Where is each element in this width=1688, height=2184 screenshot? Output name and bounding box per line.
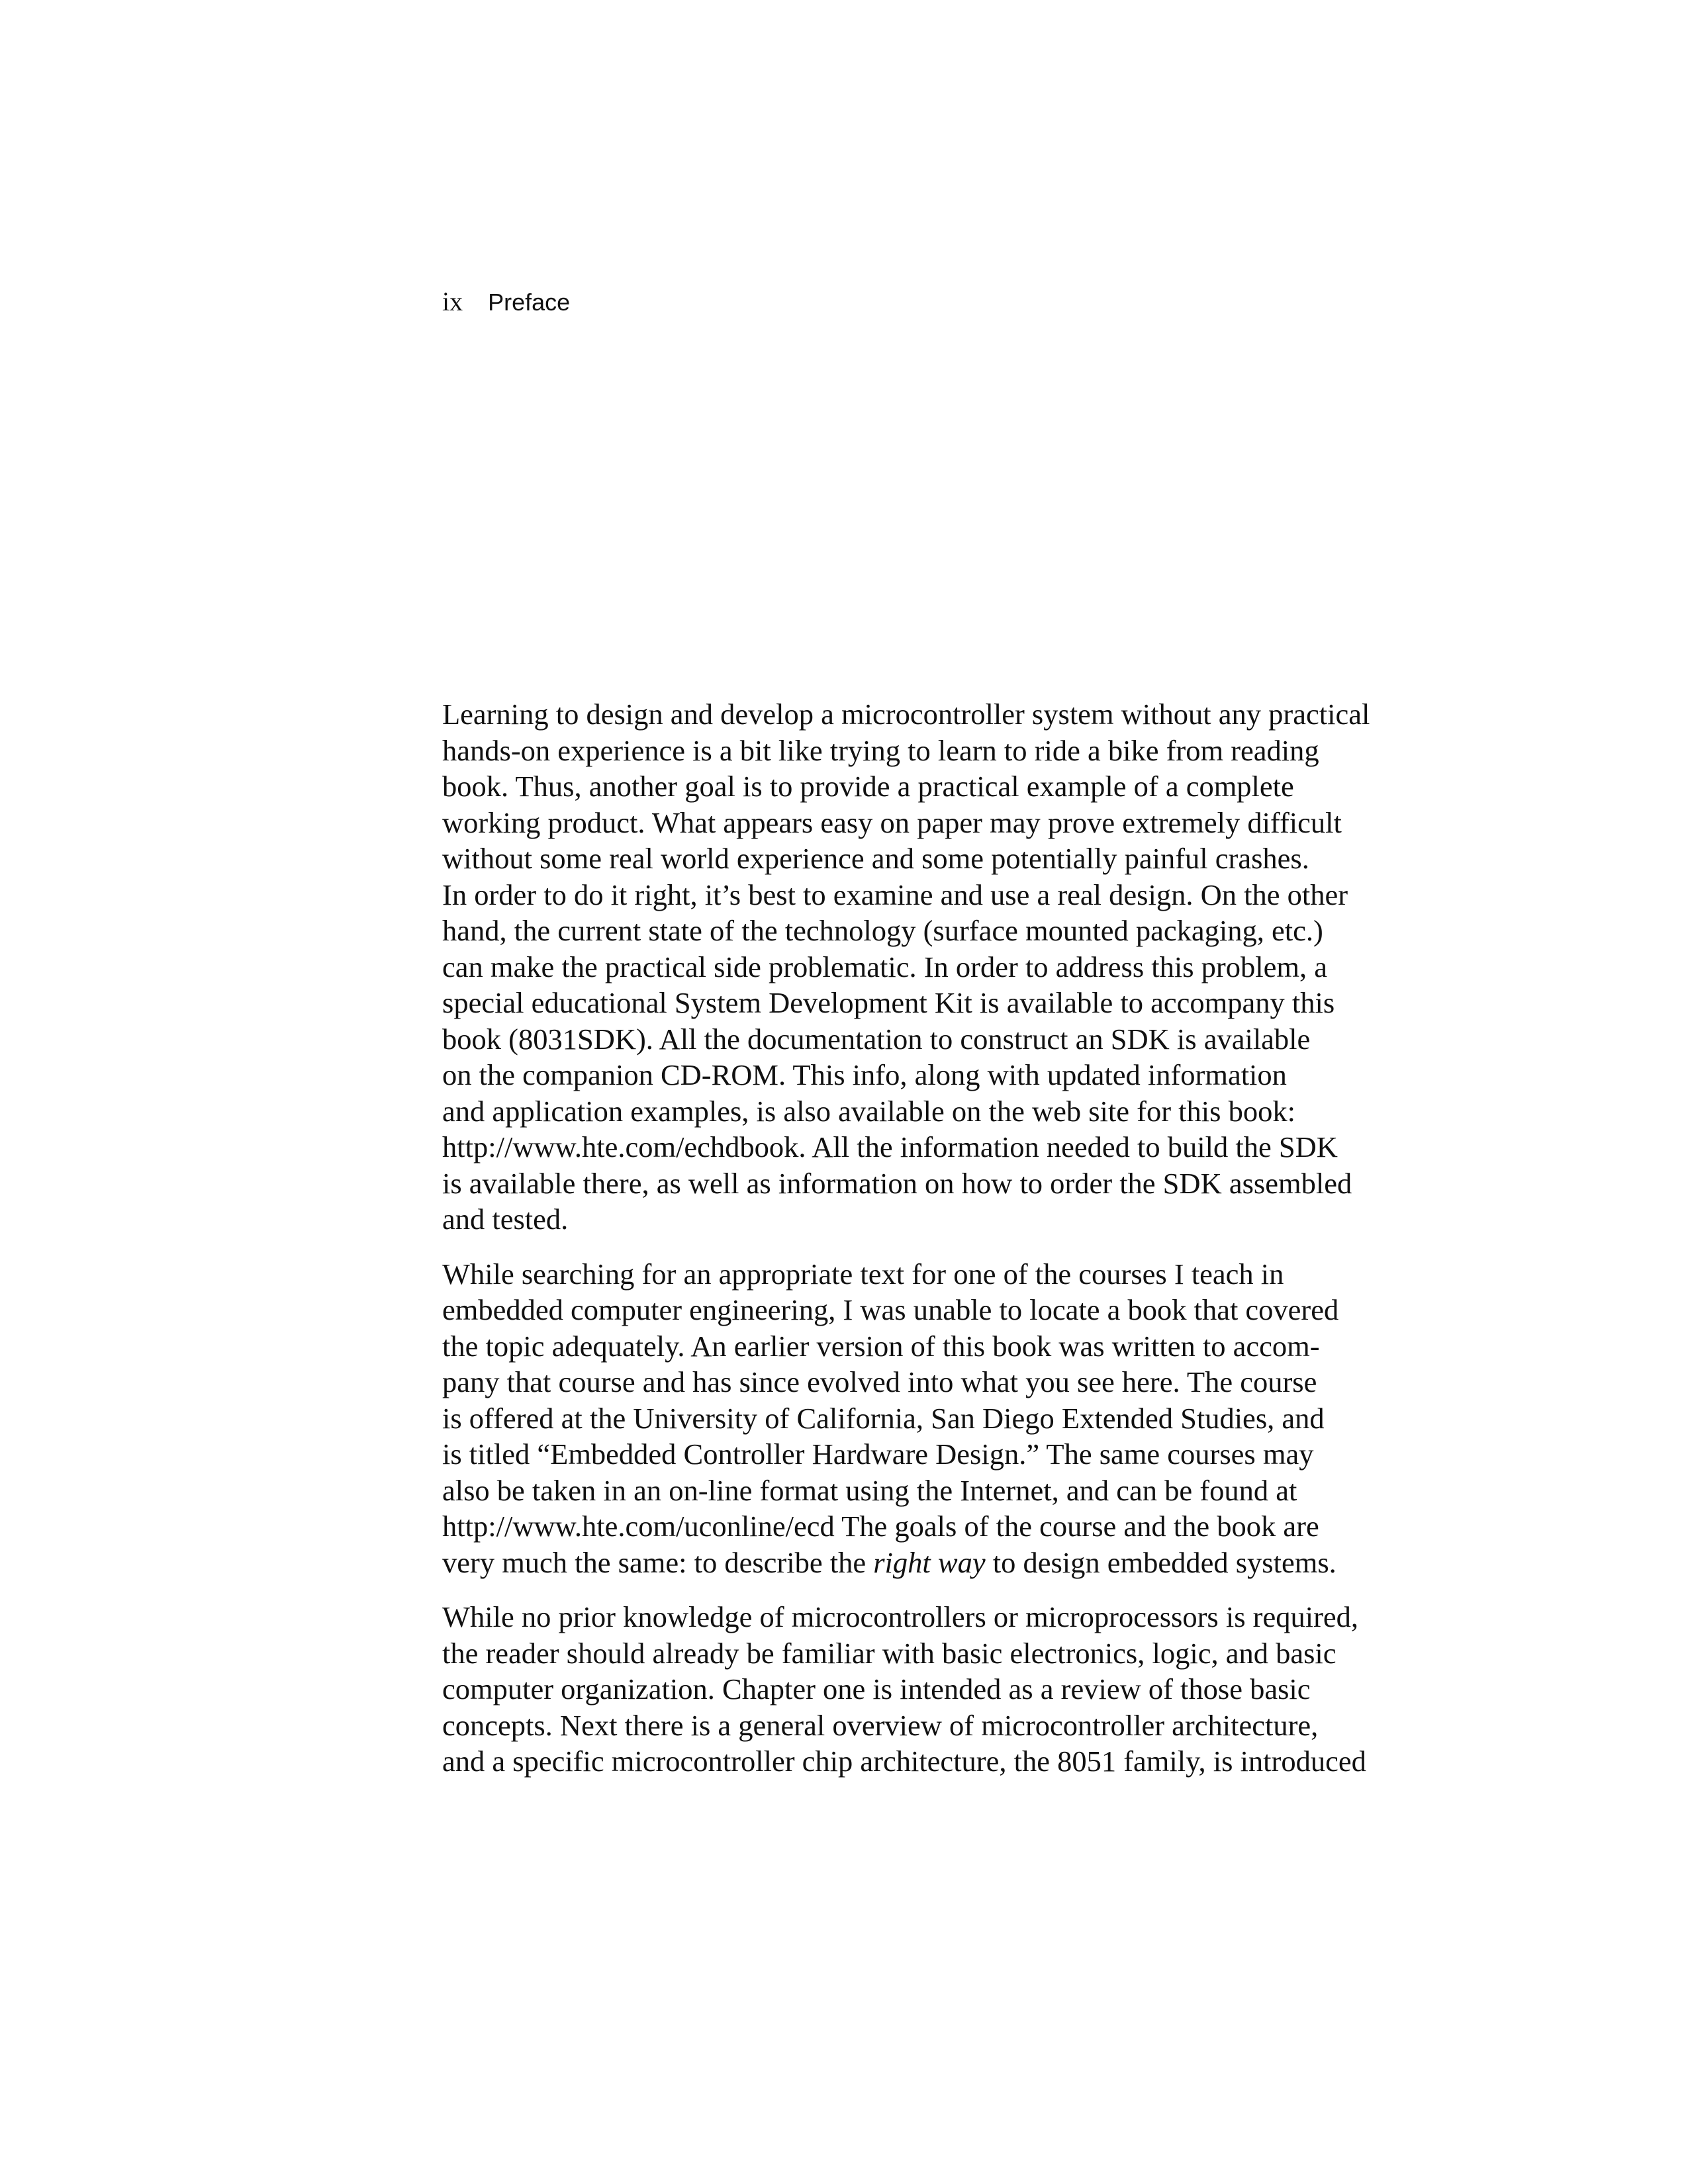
text-line: pany that course and has since evolved into what you see here. The course (442, 1365, 1317, 1398)
text-line: special educational System Development Kit is available to accompany this (442, 986, 1335, 1019)
text-line: While no prior knowledge of microcontrollers or microprocessors is required, (442, 1600, 1359, 1633)
text-line: and application examples, is also available on the web site for this book: (442, 1094, 1295, 1128)
running-head (442, 286, 570, 326)
text-line: hands-on experience is a bit like trying to learn to ride a bike from reading (442, 733, 1319, 767)
text-line: concepts. Next there is a general overview of microcontroller architecture, (442, 1708, 1319, 1742)
text-line: and tested. (442, 1203, 569, 1236)
text-line: book. Thus, another goal is to provide a practical example of a complete (442, 770, 1294, 803)
text-line: working product. What appears easy on paper may prove extremely difficult (442, 805, 1342, 839)
text-line: While searching for an appropriate text for one of the courses I teach in (442, 1257, 1284, 1291)
text-line: and a specific microcontroller chip architecture, the 8051 family, is introduced (442, 1745, 1366, 1778)
page-number: ix (442, 287, 463, 316)
text-line: on the companion CD-ROM. This info, along with updated information (442, 1058, 1287, 1091)
text-line: hand, the current state of the technology (surface mounted packaging, etc.) (442, 914, 1323, 947)
text-line: is offered at the University of California, San Diego Extended Studies, and (442, 1401, 1325, 1435)
text-line: the topic adequately. An earlier version of this book was written to accom- (442, 1329, 1320, 1363)
text-line-with-emphasis (442, 1545, 1382, 1581)
text-line: http://www.hte.com/echdbook. All the information needed to build the SDK (442, 1130, 1338, 1163)
text-line: also be taken in an on-line format using the Internet, and can be found at (442, 1473, 1297, 1507)
text-line: can make the practical side problematic. In order to address this problem, a (442, 950, 1327, 983)
text-line: without some real world experience and some potentially painful crashes. (442, 842, 1309, 875)
section-title: Preface (488, 289, 571, 316)
emphasis-text: right way (873, 1545, 986, 1579)
text-line: embedded computer engineering, I was unable to locate a book that covered (442, 1293, 1339, 1326)
text-line: In order to do it right, it’s best to examine and use a real design. On the other (442, 878, 1348, 911)
text-line: http://www.hte.com/uconline/ecd The goals of the course and the book are (442, 1510, 1319, 1543)
text-line: is available there, as well as information on how to order the SDK assembled (442, 1166, 1352, 1200)
text-line: the reader should already be familiar with basic electronics, logic, and basic (442, 1636, 1336, 1670)
text-line: computer organization. Chapter one is intended as a review of those basic (442, 1672, 1311, 1706)
line-text-before: very much the same: to describe the (442, 1545, 874, 1579)
text-line: Learning to design and develop a microcontroller system without any practical (442, 698, 1370, 731)
text-line: is titled “Embedded Controller Hardware Design.” The same courses may (442, 1437, 1314, 1471)
paragraph-1 (442, 696, 1382, 1238)
line-text-after: to design embedded systems. (985, 1545, 1336, 1579)
paragraph-2 (442, 1256, 1382, 1581)
body-text (442, 696, 1382, 1798)
paragraph-3 (442, 1599, 1382, 1780)
text-line: book (8031SDK). All the documentation to construct an SDK is available (442, 1022, 1311, 1056)
